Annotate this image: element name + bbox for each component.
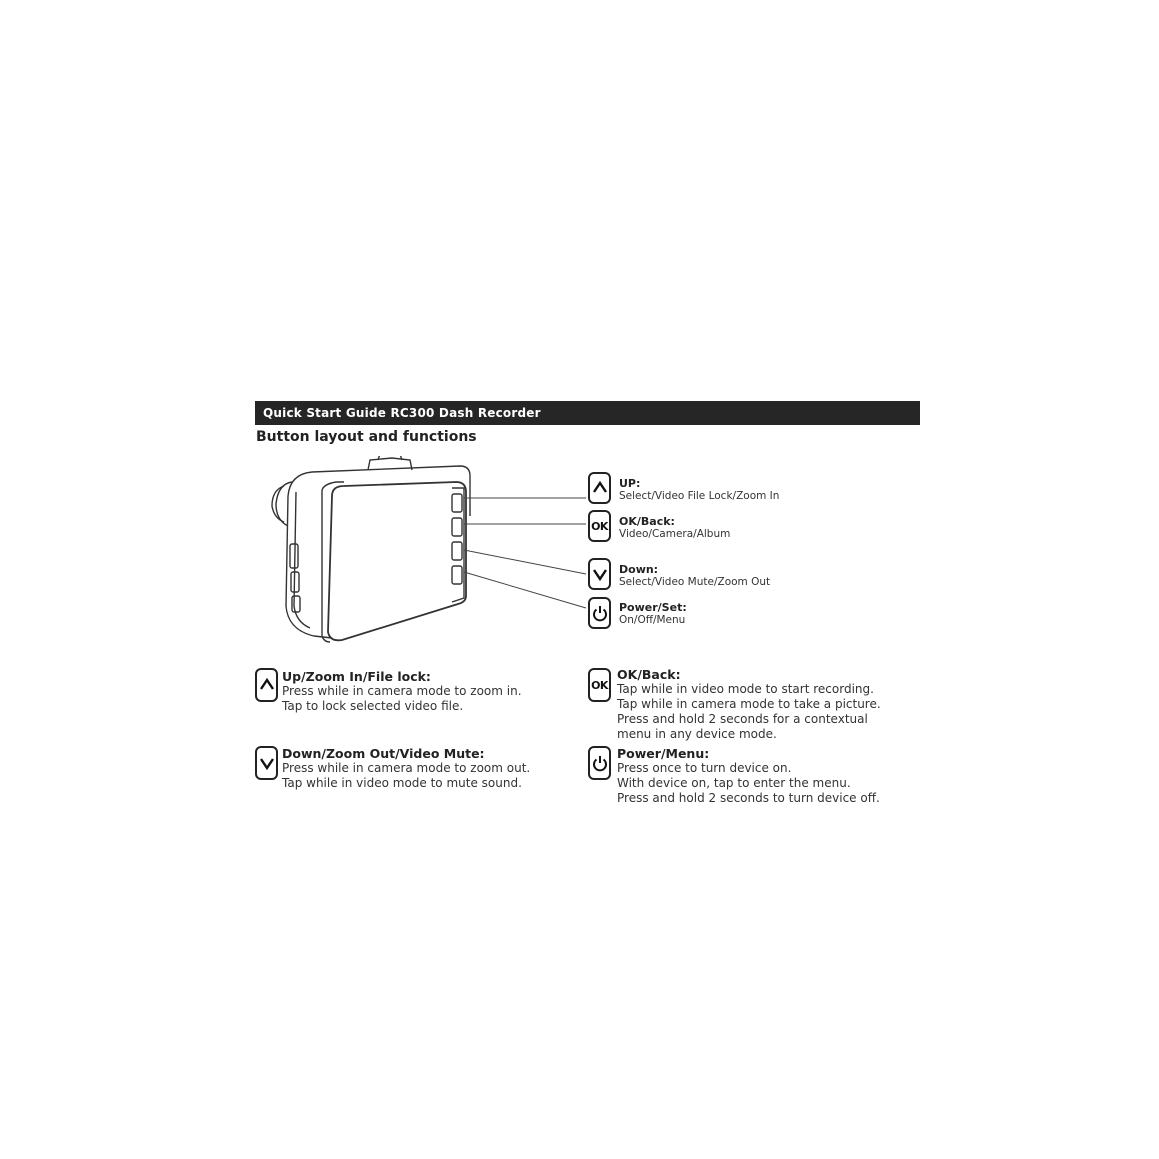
up-arrow-icon: [255, 668, 278, 702]
callout-up-title: UP:: [619, 477, 641, 490]
section-up-title: Up/Zoom In/File lock:: [282, 669, 431, 684]
section-down-line: Press while in camera mode to zoom out.: [282, 761, 531, 775]
section-power-line: Press and hold 2 seconds to turn device off.: [617, 791, 880, 805]
section-down-title: Down/Zoom Out/Video Mute:: [282, 746, 485, 761]
section-ok-line: Press and hold 2 seconds for a contextual: [617, 712, 868, 726]
section-up-line: Tap to lock selected video file.: [282, 699, 464, 713]
section-ok-line: menu in any device mode.: [617, 727, 777, 741]
dash-recorder-illustration: [270, 456, 600, 646]
callout-ok-desc: Video/Camera/Album: [619, 528, 731, 540]
ok-icon: OK: [588, 510, 611, 542]
up-arrow-icon: [588, 472, 611, 504]
ok-icon: OK: [588, 668, 611, 702]
callout-power-desc: On/Off/Menu: [619, 614, 686, 626]
guide-title-banner: Quick Start Guide RC300 Dash Recorder: [255, 401, 920, 425]
section-power-line: With device on, tap to enter the menu.: [617, 776, 851, 790]
power-icon: [588, 746, 611, 780]
section-power-line: Press once to turn device on.: [617, 761, 792, 775]
callout-down-title: Down:: [619, 563, 659, 576]
callout-down-desc: Select/Video Mute/Zoom Out: [619, 576, 771, 588]
down-arrow-icon: [255, 746, 278, 780]
callout-ok-title: OK/Back:: [619, 515, 675, 528]
section-down-line: Tap while in video mode to mute sound.: [282, 776, 522, 790]
section-ok-line: Tap while in camera mode to take a picture.: [617, 697, 881, 711]
section-power-title: Power/Menu:: [617, 746, 710, 761]
section-ok-line: Tap while in video mode to start recording.: [617, 682, 874, 696]
section-heading: Button layout and functions: [256, 429, 477, 445]
power-icon: [588, 597, 611, 629]
section-up-line: Press while in camera mode to zoom in.: [282, 684, 522, 698]
section-ok-title: OK/Back:: [617, 667, 681, 682]
callout-up-desc: Select/Video File Lock/Zoom In: [619, 490, 780, 502]
down-arrow-icon: [588, 558, 611, 590]
callout-power-title: Power/Set:: [619, 601, 687, 614]
